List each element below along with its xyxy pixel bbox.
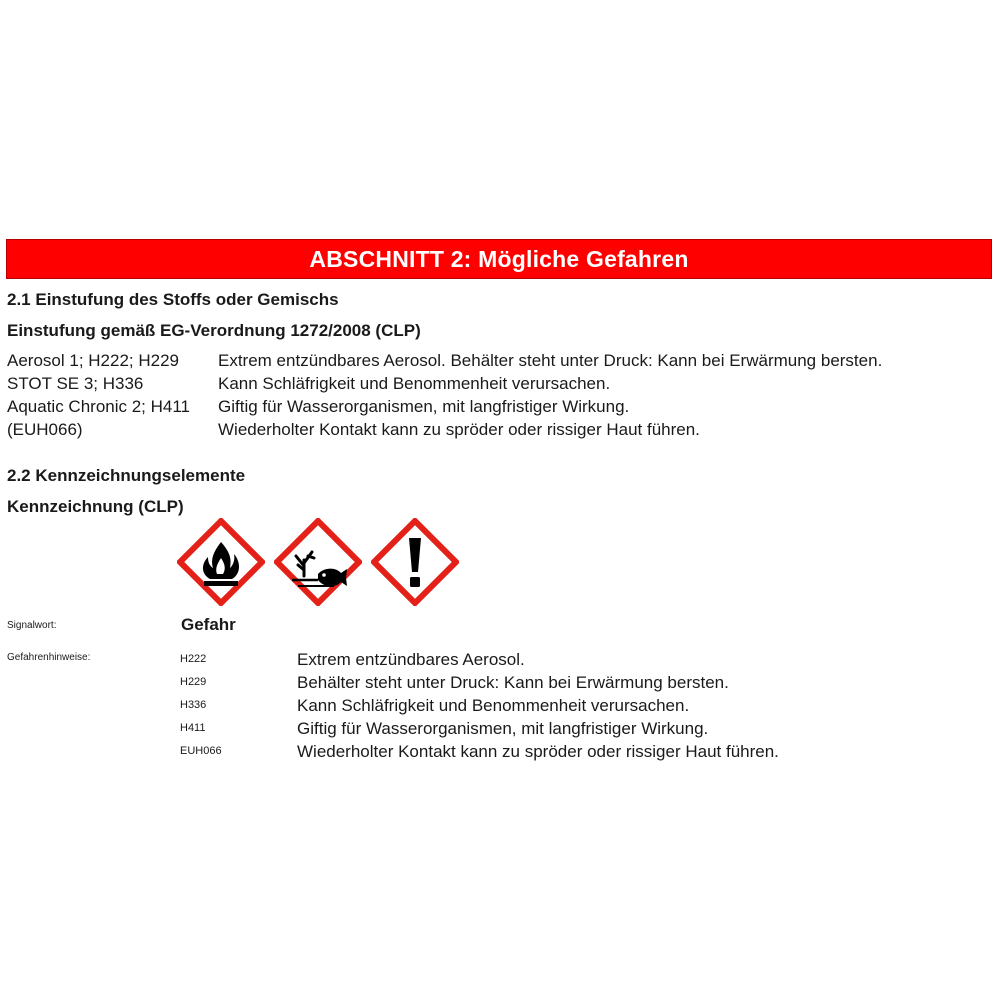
hazard-text: Extrem entzündbares Aerosol. bbox=[297, 650, 525, 669]
hazard-text: Giftig für Wasserorganismen, mit langfristiger Wirkung. bbox=[297, 719, 709, 738]
classification-code: Aquatic Chronic 2; H411 bbox=[7, 397, 191, 416]
hazard-text: Kann Schläfrigkeit und Benommenheit verursachen. bbox=[297, 696, 690, 715]
classification-subheading: Einstufung gemäß EG-Verordnung 1272/2008 (CLP) bbox=[7, 321, 421, 340]
flame-icon bbox=[177, 518, 265, 606]
hazard-text: Wiederholter Kontakt kann zu spröder oder rissiger Haut führen. bbox=[297, 742, 779, 761]
exclamation-mark-icon bbox=[371, 518, 459, 606]
classification-code: (EUH066) bbox=[7, 420, 83, 439]
classification-text: Wiederholter Kontakt kann zu spröder oder rissiger Haut führen. bbox=[218, 420, 700, 439]
section-2-2-heading: 2.2 Kennzeichnungselemente bbox=[7, 466, 246, 485]
signal-word-label: Signalwort: bbox=[7, 620, 57, 631]
hazard-code: H222 bbox=[180, 653, 207, 665]
signal-word: Gefahr bbox=[181, 615, 236, 634]
classification-text: Kann Schläfrigkeit und Benommenheit verursachen. bbox=[218, 374, 611, 393]
labelling-subheading: Kennzeichnung (CLP) bbox=[7, 497, 184, 516]
section-title: ABSCHNITT 2: Mögliche Gefahren bbox=[309, 245, 689, 272]
hazard-statements-label: Gefahrenhinweise: bbox=[7, 652, 91, 663]
section-2-1-heading: 2.1 Einstufung des Stoffs oder Gemischs bbox=[7, 290, 339, 309]
hazard-code: EUH066 bbox=[180, 745, 222, 757]
classification-text: Giftig für Wasserorganismen, mit langfristiger Wirkung. bbox=[218, 397, 630, 416]
classification-code: STOT SE 3; H336 bbox=[7, 374, 144, 393]
classification-code: Aerosol 1; H222; H229 bbox=[7, 351, 179, 370]
classification-text: Extrem entzündbares Aerosol. Behälter steht unter Druck: Kann bei Erwärmung bersten. bbox=[218, 351, 883, 370]
hazard-code: H229 bbox=[180, 676, 207, 688]
hazard-code: H411 bbox=[180, 722, 206, 734]
environment-icon bbox=[274, 518, 362, 606]
hazard-code: H336 bbox=[180, 699, 207, 711]
hazard-text: Behälter steht unter Druck: Kann bei Erwärmung bersten. bbox=[297, 673, 729, 692]
section-header-bar bbox=[6, 239, 992, 279]
